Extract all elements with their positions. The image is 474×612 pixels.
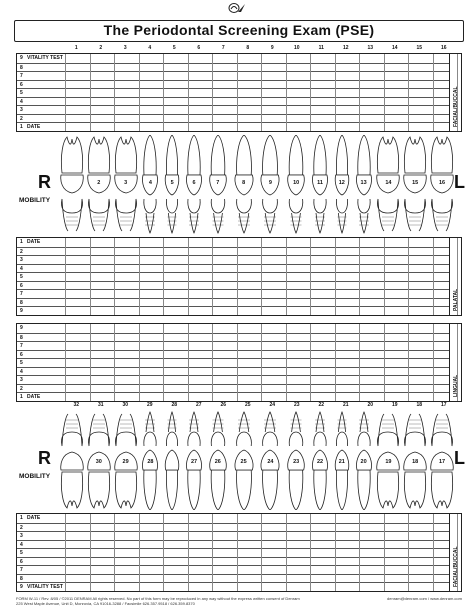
column-number: 5	[172, 45, 176, 51]
tooth-number: 3	[124, 180, 128, 186]
grid-column-line	[286, 514, 287, 591]
footer-contact: denram@denram.com / www.denram.com	[387, 596, 462, 601]
grid-column-line	[114, 324, 115, 401]
row-label: 9	[20, 308, 23, 315]
row-label: 2	[20, 385, 23, 392]
row-label: 4	[20, 265, 23, 272]
grid-column-line	[261, 238, 262, 315]
chart-side-label: LINGUAL	[449, 324, 461, 401]
grid-column-line	[384, 238, 385, 315]
tooth-number: 8	[242, 180, 246, 186]
grid-column-line	[261, 514, 262, 591]
tooth-number: 13	[360, 180, 367, 186]
tooth-number: 6	[192, 180, 196, 186]
row-label: 3	[20, 377, 23, 384]
lower-column-numbers	[16, 402, 462, 410]
column-number: 27	[195, 402, 202, 408]
grid-column-line	[359, 54, 360, 131]
column-number: 7	[221, 45, 225, 51]
column-number: 19	[391, 402, 398, 408]
grid-column-line	[384, 54, 385, 131]
row-label: 4	[20, 368, 23, 375]
row-label: 1 DATE	[20, 394, 41, 401]
grid-column-line	[65, 54, 66, 131]
grid-column-line	[65, 514, 66, 591]
grid-column-line	[163, 54, 164, 131]
grid-column-line	[139, 238, 140, 315]
tooth-number: 12	[338, 180, 345, 186]
row-label: 6	[20, 282, 23, 289]
grid-column-line	[286, 54, 287, 131]
grid-column-line	[261, 54, 262, 131]
grid-column-line	[310, 238, 311, 315]
grid-column-line	[212, 54, 213, 131]
row-label: 2	[20, 524, 23, 531]
grid-column-line	[163, 514, 164, 591]
column-number: 25	[244, 402, 251, 408]
grid-column-line	[335, 324, 336, 401]
tooth-number: 20	[360, 459, 367, 465]
chart-side-label: FACIAL/BUCCAL	[449, 54, 461, 131]
grid-column-line	[188, 324, 189, 401]
grid-column-line	[335, 514, 336, 591]
column-number: 22	[318, 402, 325, 408]
row-label: 6	[20, 351, 23, 358]
upper-teeth-diagram	[60, 135, 454, 235]
column-number: 23	[293, 402, 300, 408]
column-number: 17	[440, 402, 447, 408]
row-label: 2	[20, 248, 23, 255]
row-label: 7	[20, 291, 23, 298]
row-label: 6	[20, 558, 23, 565]
grid-column-line	[237, 54, 238, 131]
row-label: 9 VITALITY TEST	[20, 584, 63, 591]
tooth-number: 9	[268, 180, 272, 186]
grid-column-line	[139, 324, 140, 401]
denram-logo-icon	[228, 2, 246, 14]
facial-buccal-upper-chart	[16, 53, 462, 132]
grid-column-line	[65, 324, 66, 401]
column-number: 21	[342, 402, 349, 408]
tooth-number: 28	[147, 459, 154, 465]
grid-column-line	[359, 324, 360, 401]
grid-column-line	[237, 514, 238, 591]
tooth-number: 7	[216, 180, 220, 186]
grid-column-line	[408, 324, 409, 401]
grid-column-line	[163, 238, 164, 315]
mobility-label-lower: MOBILITY	[19, 473, 51, 480]
row-label: 9	[20, 325, 23, 331]
page-title: The Periodontal Screening Exam (PSE)	[14, 20, 464, 42]
grid-column-line	[188, 54, 189, 131]
grid-column-line	[237, 324, 238, 401]
grid-column-line	[433, 514, 434, 591]
facial-buccal-lower-chart	[16, 513, 462, 592]
row-label: 8	[20, 575, 23, 582]
column-number: 15	[416, 45, 423, 51]
row-label: 7	[20, 343, 23, 350]
grid-column-line	[237, 238, 238, 315]
footer-line-1: FORM W-11 / Rev. 8/05 / ©2011 DENRAM All rights reserved. No part of this form may be reproduced in any way without the express written consent of Denram	[16, 596, 300, 601]
footer	[16, 596, 462, 606]
tooth-number: 29	[122, 459, 129, 465]
grid-column-line	[433, 238, 434, 315]
grid-column-line	[359, 514, 360, 591]
grid-column-line	[139, 54, 140, 131]
tooth-number: 4	[148, 180, 152, 186]
right-side-label-upper: R	[38, 172, 51, 192]
grid-column-line	[90, 324, 91, 401]
right-side-label-lower: R	[38, 448, 51, 468]
grid-column-line	[359, 238, 360, 315]
column-number: 12	[342, 45, 349, 51]
tooth[interactable]	[60, 135, 84, 235]
column-number: 29	[146, 402, 153, 408]
chart-side-label: FACIAL/BUCCAL	[449, 514, 461, 591]
grid-column-line	[408, 238, 409, 315]
grid-column-line	[408, 514, 409, 591]
grid-column-line	[335, 238, 336, 315]
grid-column-line	[90, 54, 91, 131]
column-number: 10	[293, 45, 300, 51]
grid-column-line	[261, 324, 262, 401]
tooth-number: 25	[240, 459, 247, 465]
grid-column-line	[188, 514, 189, 591]
column-number: 20	[367, 402, 374, 408]
grid-column-line	[212, 324, 213, 401]
tooth-number: 5	[170, 180, 174, 186]
grid-column-line	[90, 514, 91, 591]
left-side-label-lower: L	[454, 448, 465, 468]
grid-column-line	[65, 238, 66, 315]
lingual-chart	[16, 323, 462, 402]
grid-column-line	[114, 54, 115, 131]
column-number: 30	[122, 402, 129, 408]
grid-column-line	[433, 54, 434, 131]
grid-column-line	[384, 324, 385, 401]
grid-column-line	[114, 238, 115, 315]
column-number: 13	[367, 45, 374, 51]
tooth[interactable]	[60, 410, 84, 510]
lower-teeth-diagram	[60, 410, 454, 510]
row-label: 4	[20, 98, 23, 105]
column-number: 24	[269, 402, 276, 408]
row-label: 4	[20, 541, 23, 548]
row-label: 1 DATE	[20, 515, 41, 521]
tooth-number: 16	[438, 180, 446, 186]
tooth-number: 22	[316, 459, 324, 465]
column-number: 14	[391, 45, 398, 51]
grid-column-line	[163, 324, 164, 401]
upper-column-numbers	[16, 45, 462, 53]
row-label: 5	[20, 360, 23, 367]
row-label: 8	[20, 64, 23, 71]
grid-column-line	[286, 238, 287, 315]
column-number: 18	[416, 402, 423, 408]
column-number: 28	[171, 402, 178, 408]
tooth-number: 27	[190, 459, 198, 465]
column-number: 31	[97, 402, 104, 408]
grid-column-line	[335, 54, 336, 131]
row-label: 7	[20, 73, 23, 80]
column-number: 1	[74, 45, 78, 51]
column-number: 8	[246, 45, 250, 51]
row-label: 5	[20, 90, 23, 97]
column-number: 9	[270, 45, 274, 51]
grid-column-line	[433, 324, 434, 401]
footer-line-2: 225 West Maple Avenue, Unit D, Monrovia, CA 91016-3288 / Facsimile 626.357.9518 / 626.359.8370	[16, 601, 195, 606]
row-label: 1 DATE	[20, 124, 41, 131]
tooth[interactable]	[163, 410, 181, 510]
row-label: 9 VITALITY TEST	[20, 55, 63, 61]
column-number: 32	[73, 402, 80, 408]
column-number: 16	[440, 45, 447, 51]
grid-column-line	[90, 238, 91, 315]
grid-column-line	[212, 238, 213, 315]
tooth-number: 26	[214, 459, 221, 465]
tooth-number: 10	[293, 180, 300, 186]
column-number: 6	[197, 45, 201, 51]
row-label: 3	[20, 107, 23, 114]
column-number: 2	[99, 45, 103, 51]
grid-column-line	[310, 324, 311, 401]
tooth-number: 21	[338, 459, 345, 465]
tooth-number: 23	[293, 459, 300, 465]
grid-column-line	[408, 54, 409, 131]
grid-column-line	[139, 514, 140, 591]
row-label: 2	[20, 115, 23, 122]
row-label: 3	[20, 533, 23, 540]
column-number: 26	[220, 402, 227, 408]
row-label: 5	[20, 274, 23, 281]
row-label: 6	[20, 81, 23, 88]
row-label: 7	[20, 567, 23, 574]
tooth-number: 30	[95, 459, 102, 465]
row-label: 8	[20, 334, 23, 341]
tooth-number: 11	[317, 180, 323, 186]
palatal-chart	[16, 237, 462, 316]
grid-column-line	[188, 238, 189, 315]
tooth-number: 18	[412, 459, 419, 465]
tooth-number: 2	[97, 180, 101, 186]
column-number: 4	[148, 45, 152, 51]
tooth-number: 17	[438, 459, 446, 465]
grid-column-line	[310, 514, 311, 591]
row-label: 5	[20, 550, 23, 557]
grid-column-line	[310, 54, 311, 131]
row-label: 1 DATE	[20, 239, 41, 245]
tooth-number: 14	[385, 180, 392, 186]
tooth-number: 24	[267, 459, 274, 465]
grid-column-line	[114, 514, 115, 591]
chart-side-label: PALATAL	[449, 238, 461, 315]
tooth-number: 19	[385, 459, 392, 465]
left-side-label-upper: L	[454, 172, 465, 192]
row-label: 8	[20, 299, 23, 306]
column-number: 11	[318, 45, 324, 51]
grid-column-line	[384, 514, 385, 591]
grid-column-line	[212, 514, 213, 591]
mobility-label-upper: MOBILITY	[19, 197, 51, 204]
column-number: 3	[123, 45, 127, 51]
row-label: 3	[20, 257, 23, 264]
tooth-number: 15	[412, 180, 419, 186]
grid-column-line	[286, 324, 287, 401]
